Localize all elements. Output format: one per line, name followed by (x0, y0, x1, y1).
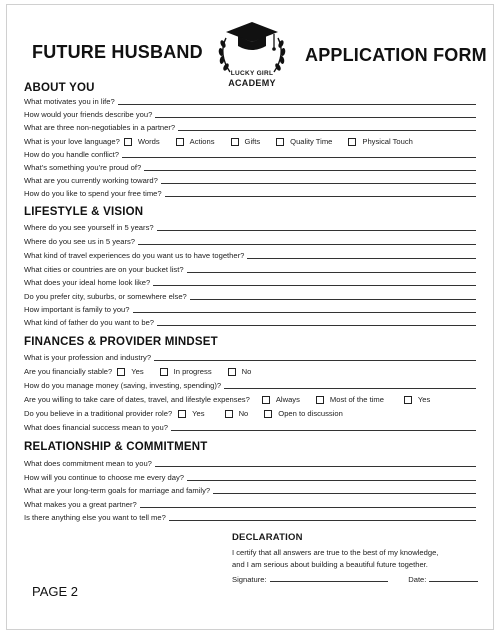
checkbox[interactable] (262, 396, 270, 404)
option-label: No (241, 367, 252, 376)
signature-label: Signature: (232, 575, 267, 584)
answer-line[interactable] (187, 272, 476, 273)
answer-line[interactable] (133, 312, 476, 313)
checkbox[interactable] (276, 138, 284, 146)
declaration-title: DECLARATION (232, 532, 303, 543)
answer-line[interactable] (154, 360, 476, 361)
option-stable-yes[interactable] (117, 367, 143, 377)
question-label: Where do you see us in 5 years? (24, 237, 136, 246)
answer-line[interactable] (165, 196, 476, 197)
declaration-text (232, 547, 482, 570)
question-label: How will you continue to choose me every day? (24, 473, 184, 482)
answer-line[interactable] (144, 170, 476, 171)
question-label: Is there anything else you want to tell me? (24, 513, 166, 522)
question-row (24, 276, 476, 288)
question-row (24, 498, 476, 510)
question-row (24, 263, 476, 275)
option-stable-no[interactable] (228, 367, 252, 377)
option-label: Gifts (244, 137, 261, 146)
checkbox[interactable] (228, 368, 236, 376)
question-row (24, 174, 476, 186)
question-label: What are three non-negotiables in a partner? (24, 123, 176, 132)
question-row (24, 187, 476, 199)
question-label: What are your long-term goals for marriage and family? (24, 486, 211, 495)
question-label: What kind of father do you want to be? (24, 318, 155, 327)
option-label: Always (275, 395, 300, 404)
logo-text-top: LUCKY GIRL (230, 70, 274, 77)
option-label: Words (137, 137, 160, 146)
question-label: What does your ideal home look like? (24, 278, 151, 287)
page-number: PAGE 2 (32, 584, 79, 599)
academy-logo (212, 18, 292, 92)
question-label: What does commitment mean to you? (24, 459, 152, 468)
option-label: Yes (417, 395, 431, 404)
option-expenses-most[interactable] (316, 395, 384, 405)
option-stable-in-progress[interactable] (160, 367, 212, 377)
question-row (24, 471, 476, 483)
question-label: Where do you see yourself in 5 years? (24, 223, 154, 232)
question-row-financially-stable (24, 365, 476, 377)
question-row (24, 421, 476, 433)
answer-line[interactable] (190, 299, 476, 300)
question-row (24, 161, 476, 173)
question-row-expenses (24, 393, 476, 405)
section-title-about-you: ABOUT YOU (24, 82, 95, 94)
question-label: Do you believe in a traditional provider role? (24, 409, 173, 418)
question-row (24, 511, 476, 523)
answer-line[interactable] (118, 104, 476, 105)
signature-row (232, 575, 478, 584)
question-row (24, 148, 476, 160)
question-label: How important is family to you? (24, 305, 130, 314)
checkbox[interactable] (160, 368, 168, 376)
question-row (24, 379, 476, 391)
question-row (24, 290, 476, 302)
question-row (24, 108, 476, 120)
question-label: How do you like to spend your free time? (24, 189, 162, 198)
question-label: Do you prefer city, suburbs, or somewhere else? (24, 292, 187, 301)
answer-line[interactable] (161, 183, 476, 184)
option-label: In progress (173, 367, 212, 376)
checkbox[interactable] (264, 410, 272, 418)
date-line[interactable] (429, 581, 478, 582)
question-label: How do you handle conflict? (24, 150, 119, 159)
answer-line[interactable] (153, 285, 476, 286)
option-label: No (238, 409, 249, 418)
option-actions[interactable] (176, 137, 215, 147)
question-label: What are you currently working toward? (24, 176, 158, 185)
question-row (24, 351, 476, 363)
signature-line[interactable] (270, 581, 389, 582)
checkbox[interactable] (124, 138, 132, 146)
option-quality-time[interactable] (276, 137, 332, 147)
section-title-relationship: RELATIONSHIP & COMMITMENT (24, 441, 208, 453)
question-row (24, 221, 476, 233)
question-label: What is your love language? (24, 137, 120, 146)
checkbox[interactable] (176, 138, 184, 146)
form-title-left: FUTURE HUSBAND (32, 42, 203, 62)
question-row-provider-role (24, 407, 476, 419)
question-label: What makes you a great partner? (24, 500, 137, 509)
answer-line[interactable] (157, 230, 476, 231)
answer-line[interactable] (178, 130, 476, 131)
question-row-love-language (24, 135, 476, 147)
logo-text-bottom: ACADEMY (228, 78, 276, 88)
option-expenses-always[interactable] (262, 395, 300, 405)
option-physical-touch[interactable] (348, 137, 413, 147)
declaration-line: and I am serious about building a beautiful future together. (232, 559, 428, 569)
option-label: Most of the time (329, 395, 384, 404)
answer-line[interactable] (122, 157, 476, 158)
answer-line[interactable] (138, 244, 476, 245)
question-label: What does financial success mean to you? (24, 423, 168, 432)
question-label: What is your profession and industry? (24, 353, 152, 362)
option-label: Yes (192, 409, 205, 418)
option-gifts[interactable] (231, 137, 261, 147)
option-provider-open[interactable] (264, 409, 343, 419)
option-label: Quality Time (290, 137, 333, 146)
question-label: How would your friends describe you? (24, 110, 153, 119)
answer-line[interactable] (155, 466, 476, 467)
question-label: How do you manage money (saving, investing, spending)? (24, 381, 222, 390)
option-expenses-yes[interactable] (404, 395, 430, 405)
form-title-right: APPLICATION FORM (305, 45, 487, 65)
checkbox[interactable] (225, 410, 233, 418)
option-words[interactable] (124, 137, 160, 147)
question-row (24, 303, 476, 315)
section-title-lifestyle-vision: LIFESTYLE & VISION (24, 206, 144, 218)
declaration-line: I certify that all answers are true to the best of my knowledge, (232, 548, 439, 557)
answer-line[interactable] (140, 507, 476, 508)
question-label: Are you financially stable? (24, 367, 113, 376)
question-row (24, 235, 476, 247)
question-row (24, 484, 476, 496)
question-row (24, 457, 476, 469)
question-row (24, 316, 476, 328)
checkbox[interactable] (348, 138, 356, 146)
question-row (24, 95, 476, 107)
question-label: Are you willing to take care of dates, travel, and lifestyle expenses? (24, 395, 250, 404)
question-label: What cities or countries are on your bucket list? (24, 265, 184, 274)
declaration-block (232, 532, 482, 570)
checkbox[interactable] (231, 138, 239, 146)
question-label: What’s something you’re proud of? (24, 163, 142, 172)
option-label: Yes (131, 367, 144, 376)
option-provider-yes[interactable] (178, 409, 204, 419)
answer-line[interactable] (187, 480, 476, 481)
checkbox[interactable] (117, 368, 125, 376)
option-label: Actions (189, 137, 215, 146)
answer-line[interactable] (247, 258, 476, 259)
question-label: What motivates you in life? (24, 97, 115, 106)
answer-line[interactable] (169, 520, 476, 521)
form-header (0, 0, 500, 92)
checkbox[interactable] (404, 396, 412, 404)
section-title-finances: FINANCES & PROVIDER MINDSET (24, 336, 218, 348)
answer-line[interactable] (213, 493, 476, 494)
question-row (24, 249, 476, 261)
option-label: Open to discussion (278, 409, 343, 418)
answer-line[interactable] (224, 388, 476, 389)
answer-line[interactable] (171, 430, 476, 431)
checkbox[interactable] (178, 410, 186, 418)
answer-line[interactable] (155, 117, 476, 118)
option-provider-no[interactable] (225, 409, 249, 419)
answer-line[interactable] (157, 325, 476, 326)
date-label: Date: (408, 575, 427, 584)
question-row (24, 121, 476, 133)
checkbox[interactable] (316, 396, 324, 404)
option-label: Physical Touch (362, 137, 413, 146)
question-label: What kind of travel experiences do you want us to have together? (24, 251, 245, 260)
